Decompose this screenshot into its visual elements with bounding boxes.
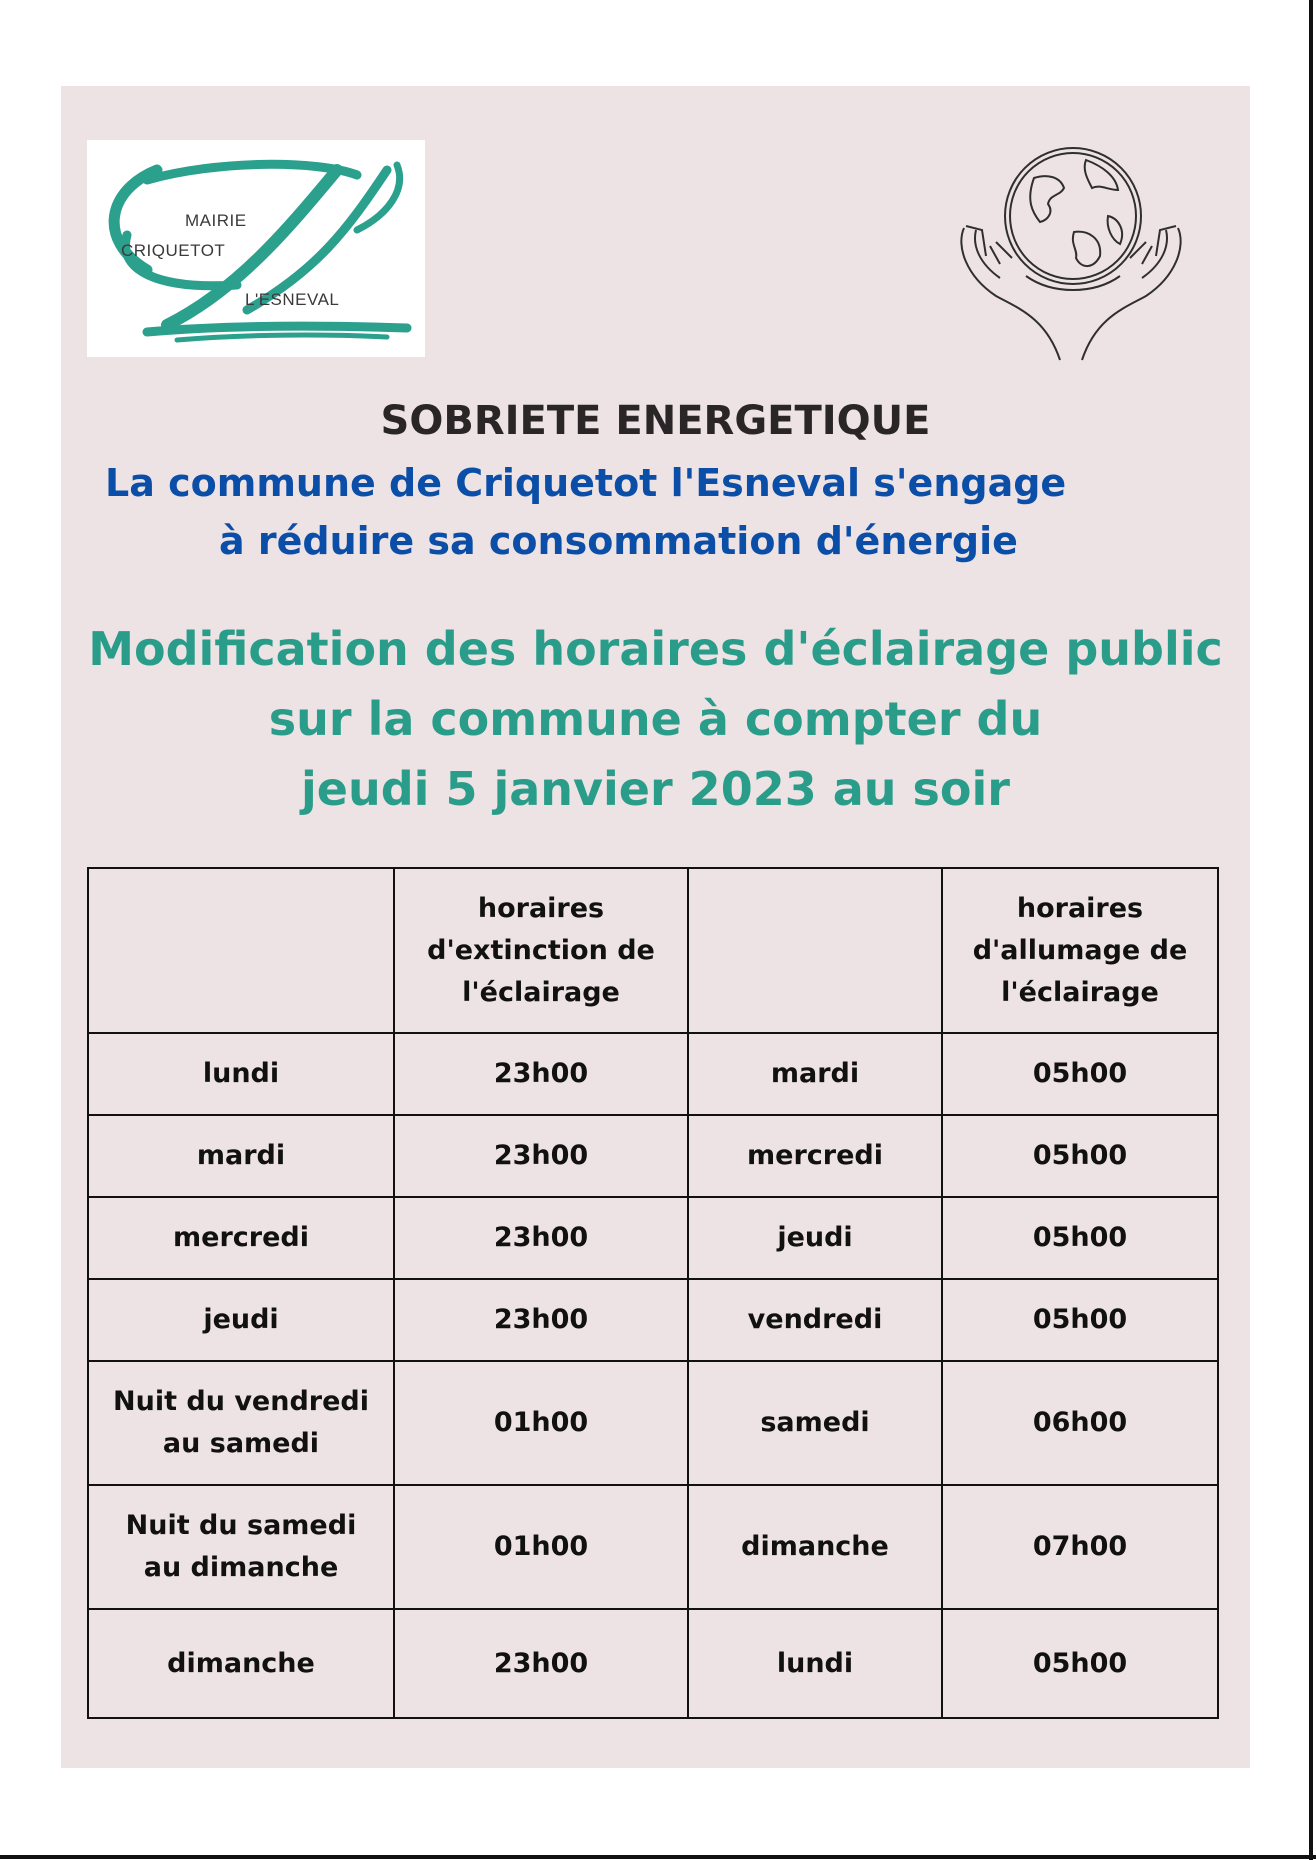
page-frame-right <box>1309 0 1313 1860</box>
day-cell: mardi <box>688 1033 942 1115</box>
on-time-cell: 06h00 <box>942 1361 1218 1485</box>
on-time-cell: 05h00 <box>942 1197 1218 1279</box>
page-title: SOBRIETE ENERGETIQUE <box>380 398 931 444</box>
table-row <box>88 1485 1218 1609</box>
header-allumage-line: l'éclairage <box>1001 976 1159 1008</box>
header-extinction-line: d'extinction de <box>427 934 655 966</box>
mairie-logo <box>87 140 425 357</box>
day-cell: dimanche <box>688 1485 942 1609</box>
night-cell-line: Nuit du samedi <box>125 1510 357 1541</box>
subtitle <box>105 461 1205 563</box>
off-time-cell: 01h00 <box>394 1485 688 1609</box>
header-allumage-line: horaires <box>1016 892 1144 924</box>
night-cell: dimanche <box>88 1609 394 1718</box>
off-time-cell: 23h00 <box>394 1197 688 1279</box>
off-time-cell: 23h00 <box>394 1279 688 1361</box>
table-row <box>88 1115 1218 1197</box>
notice-line-2: sur la commune à compter du <box>268 692 1043 746</box>
notice-heading <box>61 614 1250 824</box>
off-time-cell: 23h00 <box>394 1115 688 1197</box>
off-time-cell: 01h00 <box>394 1361 688 1485</box>
header-cell-extinction <box>394 868 688 1033</box>
night-cell: jeudi <box>88 1279 394 1361</box>
table-row <box>88 1609 1218 1718</box>
logo-text-mairie: MAIRIE <box>185 211 247 230</box>
notice-line-1: Modification des horaires d'éclairage public <box>88 622 1223 676</box>
header-extinction-line: l'éclairage <box>462 976 620 1008</box>
subtitle-line-1: La commune de Criquetot l'Esneval s'engage <box>105 461 1067 505</box>
header-cell-empty <box>88 868 394 1033</box>
notice-line-3: jeudi 5 janvier 2023 au soir <box>301 762 1010 816</box>
table-header-row <box>88 868 1218 1033</box>
table-row <box>88 1197 1218 1279</box>
night-cell-line: au dimanche <box>143 1552 339 1583</box>
day-cell: lundi <box>688 1609 942 1718</box>
on-time-cell: 05h00 <box>942 1033 1218 1115</box>
hands-holding-globe-icon <box>956 146 1186 361</box>
on-time-cell: 05h00 <box>942 1115 1218 1197</box>
night-cell <box>88 1361 394 1485</box>
table-row <box>88 1033 1218 1115</box>
night-cell: mardi <box>88 1115 394 1197</box>
lighting-schedule-table <box>87 867 1219 1719</box>
night-cell-line: Nuit du vendredi <box>113 1386 369 1417</box>
night-cell-line: au samedi <box>162 1428 320 1459</box>
day-cell: jeudi <box>688 1197 942 1279</box>
poster <box>61 86 1250 1768</box>
on-time-cell: 05h00 <box>942 1609 1218 1718</box>
day-cell: samedi <box>688 1361 942 1485</box>
header-cell-allumage <box>942 868 1218 1033</box>
table-row <box>88 1361 1218 1485</box>
header-extinction-line: horaires <box>477 892 605 924</box>
logo-text-criquetot: CRIQUETOT <box>121 241 226 260</box>
day-cell: vendredi <box>688 1279 942 1361</box>
night-cell: mercredi <box>88 1197 394 1279</box>
on-time-cell: 05h00 <box>942 1279 1218 1361</box>
off-time-cell: 23h00 <box>394 1609 688 1718</box>
night-cell <box>88 1485 394 1609</box>
day-cell: mercredi <box>688 1115 942 1197</box>
off-time-cell: 23h00 <box>394 1033 688 1115</box>
page-frame-bottom <box>0 1855 1316 1859</box>
header-allumage-line: d'allumage de <box>972 934 1188 966</box>
on-time-cell: 07h00 <box>942 1485 1218 1609</box>
logo-text-esneval: L'ESNEVAL <box>245 290 340 309</box>
table-row <box>88 1279 1218 1361</box>
subtitle-line-2: à réduire sa consommation d'énergie <box>219 519 1018 563</box>
header-cell-empty <box>688 868 942 1033</box>
night-cell: lundi <box>88 1033 394 1115</box>
